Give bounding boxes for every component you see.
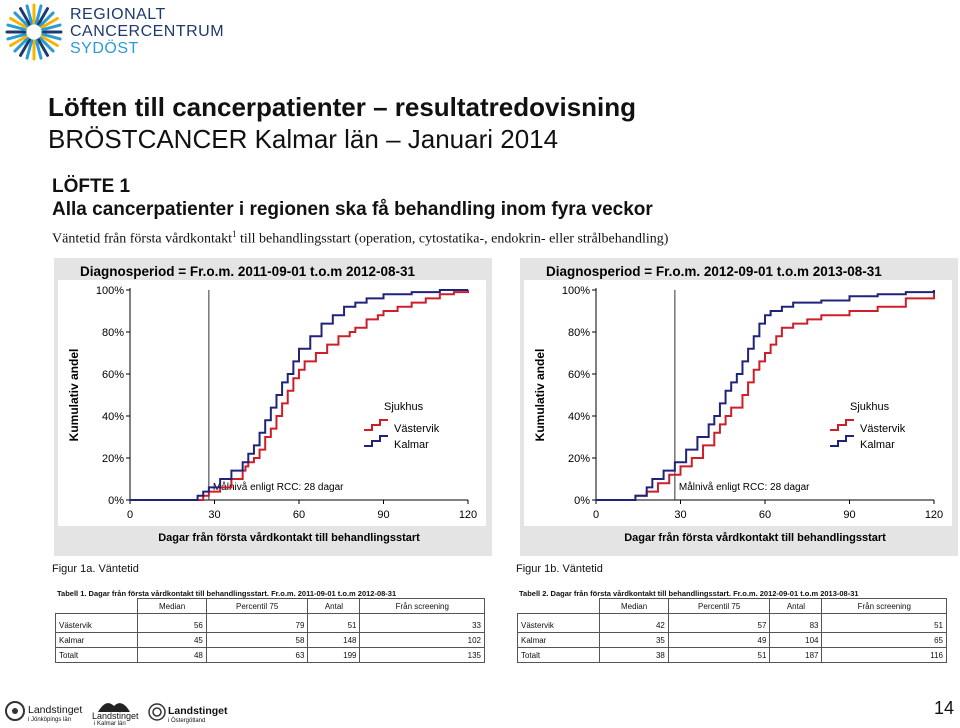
- y-tick-label: 100%: [95, 285, 124, 297]
- promise-heading: LÖFTE 1: [52, 176, 131, 197]
- x-tick-label: 90: [843, 509, 856, 521]
- table-row: [518, 633, 947, 648]
- table-header-cell: Från screening: [822, 599, 947, 614]
- table-header-cell: Percentil 75: [668, 599, 770, 614]
- x-axis-label: Dagar från första vårdkontakt till behandlingsstart: [624, 532, 886, 544]
- footer-logo-1-sub: i Jönköpings län: [28, 717, 72, 723]
- promise-subtitle-rest: till behandlingsstart (operation, cytostatika-, endokrin- eller strålbehandling): [240, 231, 669, 247]
- table-cell: 35: [600, 633, 669, 648]
- table-cell: Kalmar: [56, 633, 138, 648]
- table-cell: 38: [600, 648, 669, 663]
- table-row: [56, 648, 485, 663]
- table-cell: 148: [308, 633, 360, 648]
- page-number: 14: [934, 698, 955, 718]
- table-cell: Västervik: [56, 614, 138, 633]
- chart-right: [520, 258, 958, 556]
- legend-label: Västervik: [860, 423, 906, 435]
- y-tick-label: 20%: [101, 453, 124, 465]
- chart-left: [54, 258, 492, 556]
- table-cell: 57: [668, 614, 770, 633]
- table-cell: Totalt: [56, 648, 138, 663]
- table-cell: 49: [668, 633, 770, 648]
- table-caption-right: Tabell 2. Dagar från första vårdkontakt till behandlingsstart. Fr.o.m. 2012-09-01 t.o.m 2013-08-31: [519, 589, 859, 598]
- table-cell: 33: [360, 614, 485, 633]
- table-cell: 63: [206, 648, 308, 663]
- promise-subtitle-text: Väntetid från första vårdkontakt: [52, 231, 232, 247]
- y-tick-label: 60%: [567, 369, 590, 381]
- table-header-cell: Antal: [770, 599, 822, 614]
- footer-logo-2-sub: i Kalmar län: [94, 721, 126, 727]
- table-header-row: [56, 599, 485, 614]
- table-cell: 58: [206, 633, 308, 648]
- rcc-logo-icon: [4, 2, 64, 62]
- page-subtitle: BRÖSTCANCER Kalmar län – Januari 2014: [48, 124, 559, 154]
- legend-label: Kalmar: [394, 439, 429, 451]
- rcc-logo-text: [70, 6, 224, 57]
- logo-line-1: REGIONALT: [70, 6, 166, 23]
- y-tick-label: 100%: [561, 285, 590, 297]
- x-axis-label: Dagar från första vårdkontakt till behandlingsstart: [158, 532, 420, 544]
- table-header-cell: Median: [138, 599, 207, 614]
- figure-caption-right: Figur 1b. Väntetid: [516, 563, 603, 575]
- table-cell: 51: [822, 614, 947, 633]
- data-table-right: [517, 598, 947, 663]
- promise-subtitle-sup: 1: [232, 229, 237, 239]
- footer-logo-3-sub: i Östergötland: [168, 718, 206, 724]
- logo-line-3: SYDÖST: [70, 40, 139, 57]
- table-cell: 199: [308, 648, 360, 663]
- table-header-row: [518, 599, 947, 614]
- promise-subtitle: [52, 229, 668, 248]
- table-row: [518, 648, 947, 663]
- table-cell: 116: [822, 648, 947, 663]
- table-header-cell: Från screening: [360, 599, 485, 614]
- table-header-cell: Median: [600, 599, 669, 614]
- y-tick-label: 40%: [101, 411, 124, 423]
- reference-label: Målnivå enligt RCC: 28 dagar: [678, 482, 810, 493]
- y-tick-label: 80%: [567, 327, 590, 339]
- legend-label: Västervik: [394, 423, 440, 435]
- table-cell: 102: [360, 633, 485, 648]
- landstinget-ostergotland-icon: [148, 703, 166, 721]
- x-tick-label: 120: [924, 509, 944, 521]
- x-tick-label: 90: [377, 509, 390, 521]
- footer-logo-1-name: Landstinget: [28, 704, 83, 716]
- y-tick-label: 60%: [101, 369, 124, 381]
- table-cell: 42: [600, 614, 669, 633]
- table-cell: 48: [138, 648, 207, 663]
- table-header-cell: Percentil 75: [206, 599, 308, 614]
- y-tick-label: 20%: [567, 453, 590, 465]
- table-cell: 45: [138, 633, 207, 648]
- data-table-left: [55, 598, 485, 663]
- figure-caption-left: Figur 1a. Väntetid: [52, 563, 139, 575]
- chart-title: Diagnosperiod = Fr.o.m. 2011-09-01 t.o.m 2012-08-31: [80, 264, 416, 279]
- table-caption-left: Tabell 1. Dagar från första vårdkontakt till behandlingsstart. Fr.o.m. 2011-09-01 t.o.m 2012-08-31: [57, 589, 397, 598]
- table-cell: 135: [360, 648, 485, 663]
- chart-title: Diagnosperiod = Fr.o.m. 2012-09-01 t.o.m 2013-08-31: [546, 264, 882, 279]
- table-cell: Kalmar: [518, 633, 600, 648]
- y-tick-label: 40%: [567, 411, 590, 423]
- y-tick-label: 0%: [108, 495, 124, 507]
- y-tick-label: 80%: [101, 327, 124, 339]
- table-cell: Västervik: [518, 614, 600, 633]
- table-header-cell: [518, 599, 600, 614]
- x-tick-label: 30: [208, 509, 221, 521]
- landstinget-jonkoping-icon: [4, 700, 26, 722]
- y-tick-label: 0%: [574, 495, 590, 507]
- footer-logo-3-name: Landstinget: [168, 705, 228, 717]
- footer-logo-2-name: Landstinget: [92, 711, 139, 721]
- table-cell: 51: [668, 648, 770, 663]
- x-tick-label: 0: [592, 509, 600, 521]
- x-tick-label: 60: [292, 509, 306, 521]
- table-header-cell: Antal: [308, 599, 360, 614]
- reference-label: Målnivå enligt RCC: 28 dagar: [212, 482, 344, 493]
- table-cell: 79: [206, 614, 308, 633]
- table-row: [518, 614, 947, 633]
- table-cell: 65: [822, 633, 947, 648]
- y-axis-label: Kumulativ andel: [67, 348, 81, 442]
- table-cell: Totalt: [518, 648, 600, 663]
- table-row: [56, 614, 485, 633]
- table-cell: 187: [770, 648, 822, 663]
- x-tick-label: 60: [758, 509, 772, 521]
- legend-title: Sjukhus: [850, 401, 890, 413]
- page-title: Löften till cancerpatienter – resultatredovisning: [48, 92, 637, 122]
- x-tick-label: 0: [126, 509, 134, 521]
- table-cell: 51: [308, 614, 360, 633]
- promise-statement: Alla cancerpatienter i regionen ska få behandling inom fyra veckor: [52, 199, 653, 220]
- legend-label: Kalmar: [860, 439, 895, 451]
- table-header-cell: [56, 599, 138, 614]
- table-cell: 104: [770, 633, 822, 648]
- table-cell: 83: [770, 614, 822, 633]
- logo-line-2: CANCERCENTRUM: [70, 23, 225, 40]
- table-row: [56, 633, 485, 648]
- y-axis-label: Kumulativ andel: [533, 348, 547, 442]
- x-tick-label: 120: [458, 509, 478, 521]
- x-tick-label: 30: [674, 509, 687, 521]
- table-cell: 56: [138, 614, 207, 633]
- legend-title: Sjukhus: [384, 401, 424, 413]
